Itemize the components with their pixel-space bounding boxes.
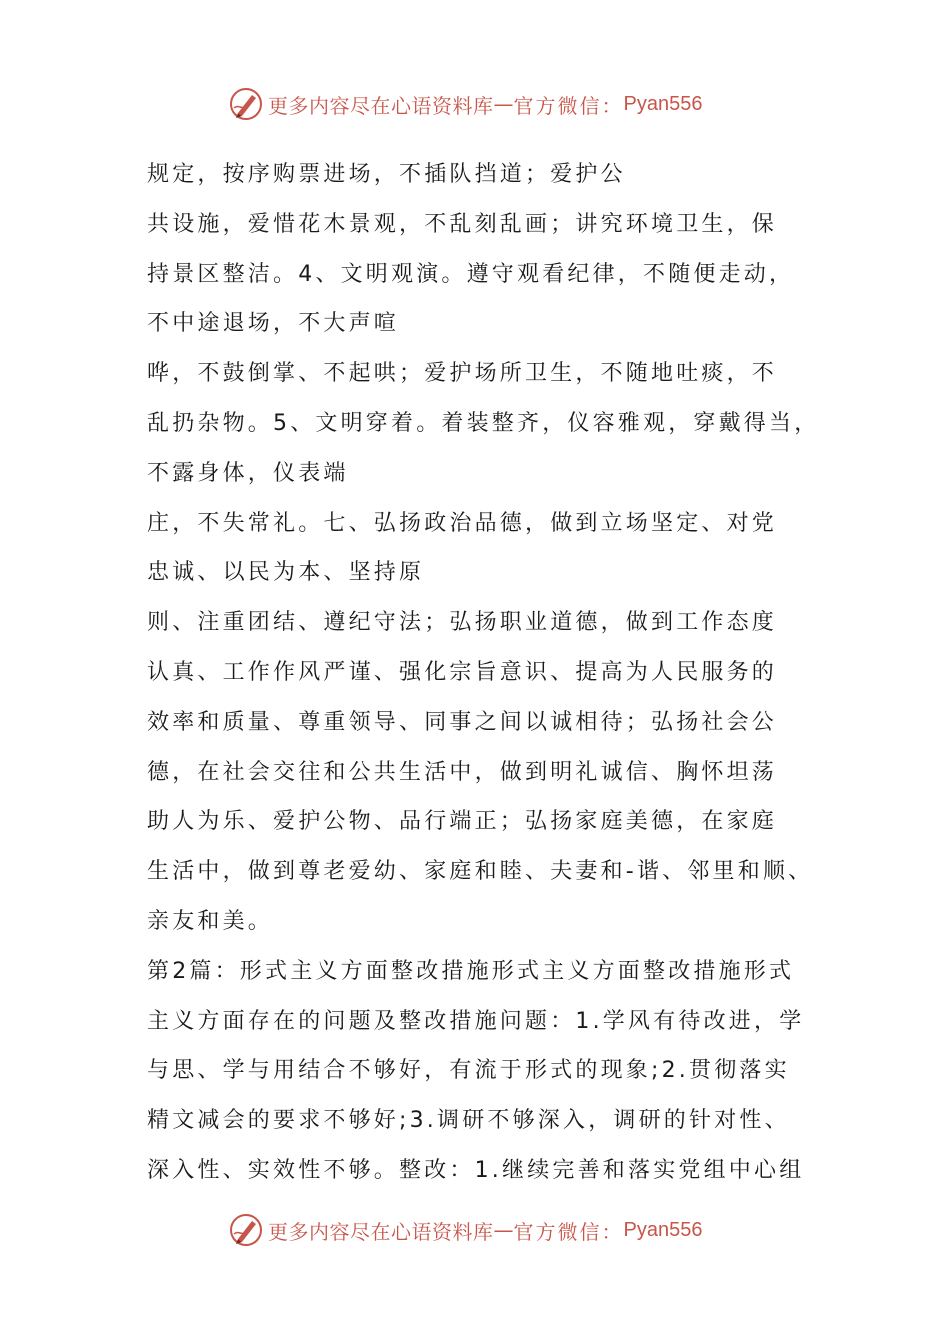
body-line: 助人为乐、爱护公物、品行端正；弘扬家庭美德，在家庭 — [147, 809, 778, 835]
body-line: 忠诚、以民为本、坚持原 — [147, 560, 425, 586]
footer-separator: — — [493, 1218, 514, 1242]
header-site-text: 更多内容尽在心语资料库 — [268, 93, 494, 118]
body-line: 亲友和美。 — [147, 908, 274, 934]
pen-logo-icon — [228, 86, 264, 122]
footer-banner — [228, 1210, 702, 1250]
pen-logo-icon — [228, 1212, 264, 1248]
document-body — [147, 150, 827, 1196]
body-line: 共设施，爱惜花木景观，不乱刻乱画；讲究环境卫生，保 — [147, 211, 778, 237]
body-line: 效率和质量、尊重领导、同事之间以诚相待；弘扬社会公 — [147, 709, 778, 735]
body-line: 规定，按序购票进场，不插队挡道；爱护公 — [147, 162, 626, 187]
body-line: 庄，不失常礼。七、弘扬政治品德，做到立场坚定、对党 — [147, 510, 778, 536]
header-wechat-id: Pyan556 — [623, 92, 703, 115]
header-separator: — — [493, 92, 514, 116]
body-line: 则、注重团结、遵纪守法；弘扬职业道德，做到工作态度 — [147, 610, 778, 636]
body-line: 不中途退场，不大声喧 — [147, 311, 400, 337]
body-line: 主义方面存在的问题及整改措施问题：1.学风有待改进，学 — [147, 1008, 805, 1034]
body-line: 第2篇：形式主义方面整改措施形式主义方面整改措施形式 — [147, 958, 795, 984]
body-line: 深入性、实效性不够。整改：1.继续完善和落实党组中心组 — [147, 1157, 805, 1183]
body-line: 认真、工作作风严谨、强化宗旨意识、提高为人民服务的 — [147, 659, 778, 685]
body-line: 乱扔杂物。5、文明穿着。着装整齐，仪容雅观，穿戴得当， — [147, 410, 820, 436]
header-wechat-label: 官方微信： — [513, 93, 624, 118]
body-line: 精文减会的要求不够好;3.调研不够深入，调研的针对性、 — [147, 1108, 790, 1134]
footer-wechat-id: Pyan556 — [623, 1218, 703, 1241]
footer-site-text: 更多内容尽在心语资料库 — [268, 1219, 494, 1244]
header-banner — [228, 84, 702, 124]
footer-wechat-label: 官方微信： — [513, 1219, 624, 1244]
body-line: 德，在社会交往和公共生活中，做到明礼诚信、胸怀坦荡 — [147, 759, 778, 785]
body-line: 哗，不鼓倒掌、不起哄；爱护场所卫生，不随地吐痰，不 — [147, 361, 778, 387]
body-line: 与思、学与用结合不够好，有流于形式的现象;2.贯彻落实 — [147, 1058, 790, 1084]
body-line: 生活中，做到尊老爱幼、家庭和睦、夫妻和-谐、邻里和顺、 — [147, 859, 814, 885]
body-line: 不露身体，仪表端 — [147, 460, 349, 486]
body-line: 持景区整洁。4、文明观演。遵守观看纪律，不随便走动， — [147, 261, 795, 287]
